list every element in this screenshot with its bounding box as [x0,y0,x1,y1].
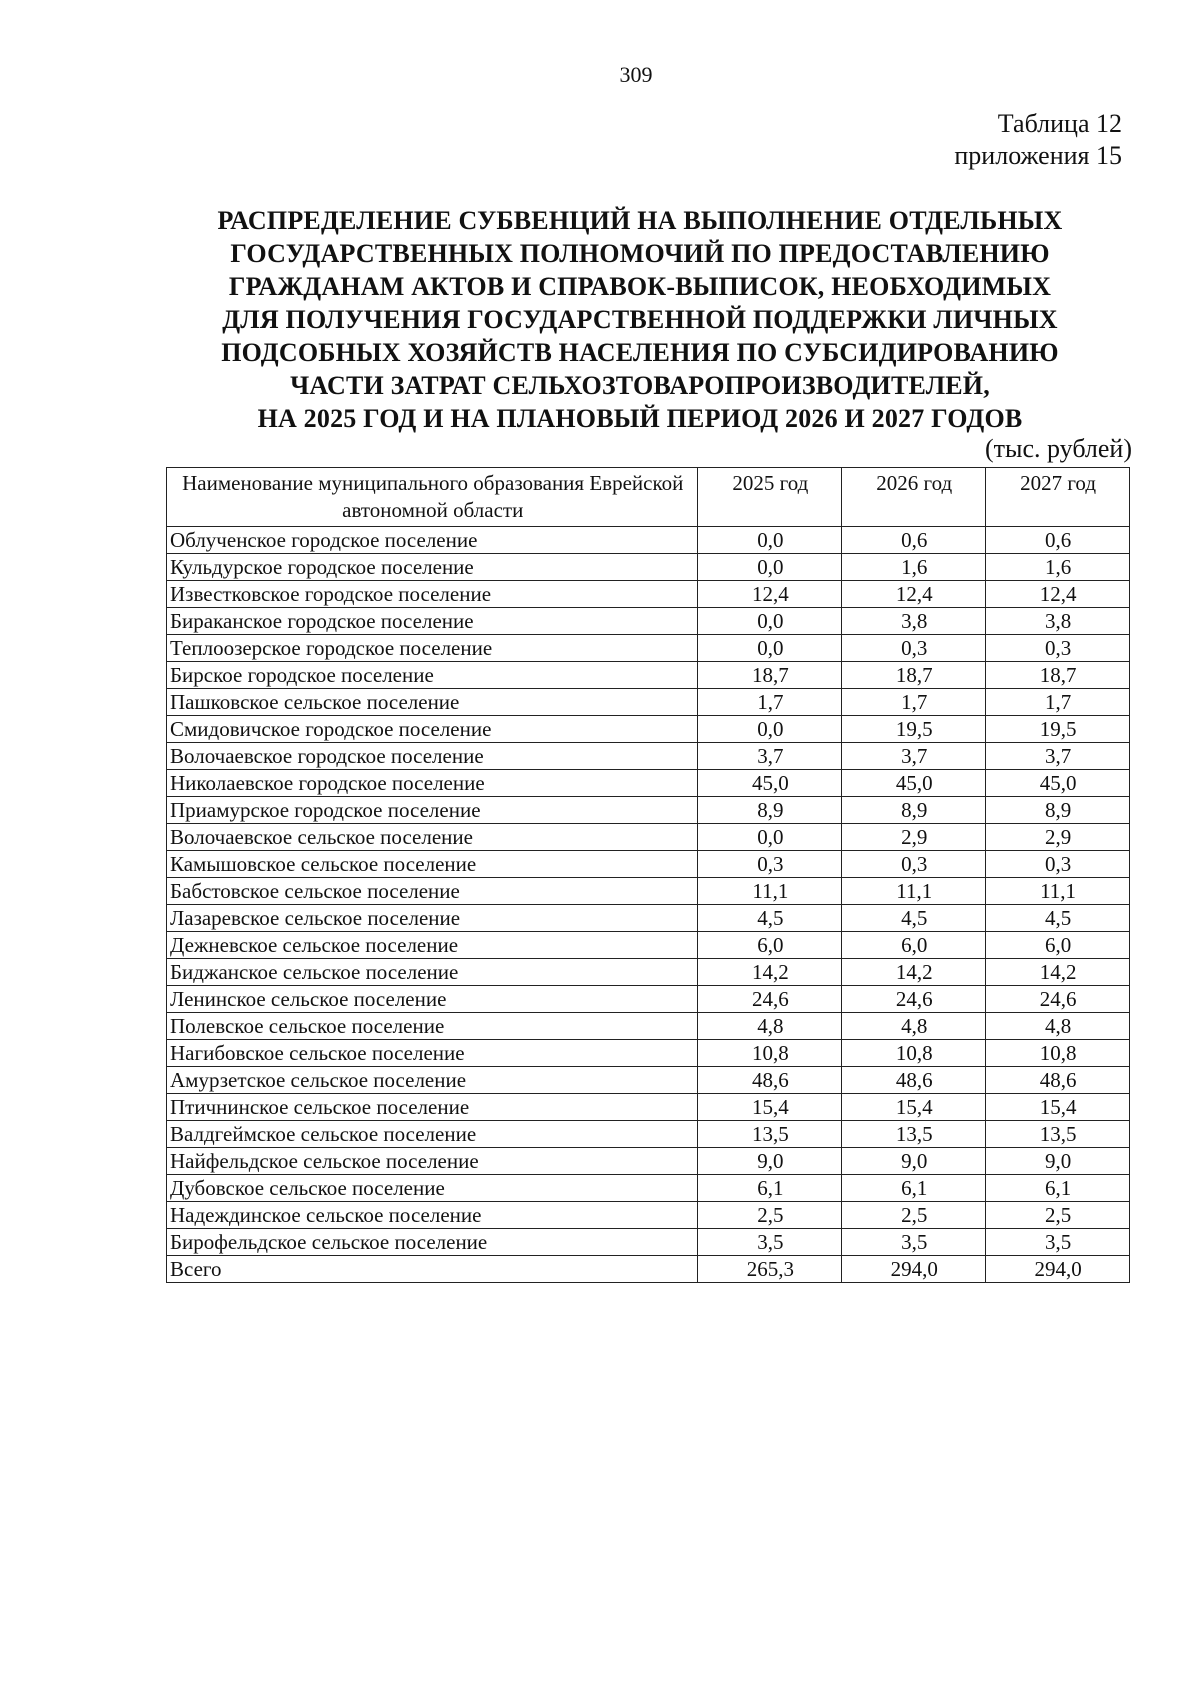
cell-value-2025: 11,1 [698,878,842,905]
cell-municipality: Дежневское сельское поселение [167,932,698,959]
table-row [167,1013,1130,1040]
cell-value-2026: 2,9 [842,824,986,851]
cell-municipality: Камышовское сельское поселение [167,851,698,878]
cell-value-2027: 294,0 [986,1256,1130,1283]
cell-value-2026: 8,9 [842,797,986,824]
cell-municipality: Надеждинское сельское поселение [167,1202,698,1229]
cell-value-2025: 0,0 [698,608,842,635]
cell-value-2026: 6,0 [842,932,986,959]
cell-value-2026: 4,8 [842,1013,986,1040]
table-row [167,878,1130,905]
cell-value-2027: 1,7 [986,689,1130,716]
column-header-2026: 2026 год [842,468,986,527]
cell-value-2025: 1,7 [698,689,842,716]
cell-value-2025: 10,8 [698,1040,842,1067]
cell-value-2026: 11,1 [842,878,986,905]
table-header-row [167,468,1130,527]
cell-municipality: Лазаревское сельское поселение [167,905,698,932]
table-row [167,851,1130,878]
cell-value-2025: 18,7 [698,662,842,689]
cell-value-2025: 0,3 [698,851,842,878]
cell-value-2027: 11,1 [986,878,1130,905]
cell-value-2026: 13,5 [842,1121,986,1148]
cell-value-2027: 13,5 [986,1121,1130,1148]
title-line: ГОСУДАРСТВЕННЫХ ПОЛНОМОЧИЙ ПО ПРЕДОСТАВЛЕНИЮ [230,239,1050,268]
cell-value-2026: 48,6 [842,1067,986,1094]
table-row [167,1229,1130,1256]
subventions-table [166,467,1130,1283]
cell-value-2025: 9,0 [698,1148,842,1175]
title-line: РАСПРЕДЕЛЕНИЕ СУБВЕНЦИЙ НА ВЫПОЛНЕНИЕ ОТДЕЛЬНЫХ [217,206,1063,235]
table-row [167,689,1130,716]
cell-value-2025: 2,5 [698,1202,842,1229]
cell-value-2027: 4,8 [986,1013,1130,1040]
cell-municipality: Известковское городское поселение [167,581,698,608]
cell-value-2025: 0,0 [698,554,842,581]
cell-value-2026: 1,7 [842,689,986,716]
cell-value-2027: 0,6 [986,527,1130,554]
cell-municipality: Полевское сельское поселение [167,1013,698,1040]
cell-value-2027: 0,3 [986,635,1130,662]
table-row [167,824,1130,851]
column-header-2025: 2025 год [698,468,842,527]
column-header-municipality: Наименование муниципального образования Еврейской автономной области [167,468,698,527]
cell-value-2025: 24,6 [698,986,842,1013]
cell-value-2027: 8,9 [986,797,1130,824]
table-row [167,1067,1130,1094]
table-row [167,986,1130,1013]
cell-value-2025: 14,2 [698,959,842,986]
cell-municipality: Пашковское сельское поселение [167,689,698,716]
cell-value-2027: 15,4 [986,1094,1130,1121]
table-row [167,716,1130,743]
cell-value-2027: 2,5 [986,1202,1130,1229]
table-row [167,527,1130,554]
cell-value-2026: 0,6 [842,527,986,554]
cell-value-2025: 3,5 [698,1229,842,1256]
title-line: ЧАСТИ ЗАТРАТ СЕЛЬХОЗТОВАРОПРОИЗВОДИТЕЛЕЙ, [290,371,990,400]
table-row [167,1094,1130,1121]
cell-value-2025: 4,8 [698,1013,842,1040]
cell-value-2027: 9,0 [986,1148,1130,1175]
cell-value-2027: 4,5 [986,905,1130,932]
table-reference [954,108,1122,172]
cell-value-2026: 294,0 [842,1256,986,1283]
cell-value-2027: 3,8 [986,608,1130,635]
cell-value-2025: 6,0 [698,932,842,959]
table-row [167,932,1130,959]
cell-value-2027: 1,6 [986,554,1130,581]
cell-value-2025: 12,4 [698,581,842,608]
cell-municipality: Кульдурское городское поселение [167,554,698,581]
cell-value-2025: 4,5 [698,905,842,932]
table-row [167,1175,1130,1202]
table-row [167,635,1130,662]
cell-value-2027: 10,8 [986,1040,1130,1067]
cell-value-2027: 24,6 [986,986,1130,1013]
cell-value-2025: 0,0 [698,527,842,554]
cell-value-2027: 2,9 [986,824,1130,851]
cell-municipality: Смидовичское городское поселение [167,716,698,743]
table-ref-line: Таблица 12 [997,109,1122,138]
cell-value-2026: 9,0 [842,1148,986,1175]
units-label: (тыс. рублей) [984,434,1132,463]
cell-value-2026: 3,5 [842,1229,986,1256]
cell-value-2025: 48,6 [698,1067,842,1094]
cell-municipality: Валдгеймское сельское поселение [167,1121,698,1148]
cell-value-2026: 2,5 [842,1202,986,1229]
table-row [167,905,1130,932]
cell-municipality: Амурзетское сельское поселение [167,1067,698,1094]
cell-value-2025: 8,9 [698,797,842,824]
cell-value-2027: 0,3 [986,851,1130,878]
cell-value-2026: 15,4 [842,1094,986,1121]
cell-value-2027: 19,5 [986,716,1130,743]
cell-municipality: Дубовское сельское поселение [167,1175,698,1202]
cell-municipality: Теплоозерское городское поселение [167,635,698,662]
cell-value-2026: 3,7 [842,743,986,770]
table-row [167,581,1130,608]
cell-value-2025: 3,7 [698,743,842,770]
cell-value-2025: 0,0 [698,635,842,662]
cell-municipality: Всего [167,1256,698,1283]
cell-municipality: Волочаевское городское поселение [167,743,698,770]
title-line: ПОДСОБНЫХ ХОЗЯЙСТВ НАСЕЛЕНИЯ ПО СУБСИДИРОВАНИЮ [221,338,1059,367]
cell-value-2026: 18,7 [842,662,986,689]
table-row [167,1040,1130,1067]
table-row [167,662,1130,689]
table-row [167,1121,1130,1148]
cell-municipality: Николаевское городское поселение [167,770,698,797]
title-line: НА 2025 ГОД И НА ПЛАНОВЫЙ ПЕРИОД 2026 И 2027 ГОДОВ [257,404,1023,433]
cell-municipality: Бирское городское поселение [167,662,698,689]
cell-municipality: Ленинское сельское поселение [167,986,698,1013]
cell-value-2027: 12,4 [986,581,1130,608]
cell-municipality: Приамурское городское поселение [167,797,698,824]
cell-value-2025: 6,1 [698,1175,842,1202]
cell-value-2026: 14,2 [842,959,986,986]
cell-value-2025: 0,0 [698,824,842,851]
table-row [167,797,1130,824]
table-ref-line: приложения 15 [954,141,1122,170]
cell-value-2027: 45,0 [986,770,1130,797]
cell-municipality: Бабстовское сельское поселение [167,878,698,905]
title-line: ДЛЯ ПОЛУЧЕНИЯ ГОСУДАРСТВЕННОЙ ПОДДЕРЖКИ ЛИЧНЫХ [222,305,1058,334]
cell-value-2026: 1,6 [842,554,986,581]
table-row [167,743,1130,770]
cell-value-2025: 265,3 [698,1256,842,1283]
table-row [167,770,1130,797]
cell-value-2026: 45,0 [842,770,986,797]
cell-municipality: Облученское городское поселение [167,527,698,554]
table-row [167,554,1130,581]
cell-value-2026: 0,3 [842,851,986,878]
cell-municipality: Бирофельдское сельское поселение [167,1229,698,1256]
cell-value-2027: 18,7 [986,662,1130,689]
title-line: ГРАЖДАНАМ АКТОВ И СПРАВОК-ВЫПИСОК, НЕОБХОДИМЫХ [228,272,1052,301]
cell-value-2025: 0,0 [698,716,842,743]
cell-municipality: Нагибовское сельское поселение [167,1040,698,1067]
page-number: 309 [619,62,653,87]
cell-value-2026: 4,5 [842,905,986,932]
cell-value-2027: 6,1 [986,1175,1130,1202]
cell-value-2025: 13,5 [698,1121,842,1148]
cell-value-2025: 45,0 [698,770,842,797]
cell-municipality: Бираканское городское поселение [167,608,698,635]
cell-municipality: Найфельдское сельское поселение [167,1148,698,1175]
cell-value-2026: 6,1 [842,1175,986,1202]
table-row [167,959,1130,986]
table-row [167,1148,1130,1175]
cell-value-2026: 24,6 [842,986,986,1013]
cell-municipality: Волочаевское сельское поселение [167,824,698,851]
cell-value-2027: 14,2 [986,959,1130,986]
cell-value-2026: 3,8 [842,608,986,635]
cell-value-2025: 15,4 [698,1094,842,1121]
cell-value-2026: 10,8 [842,1040,986,1067]
cell-municipality: Птичнинское сельское поселение [167,1094,698,1121]
cell-value-2027: 6,0 [986,932,1130,959]
document-title [160,204,1120,435]
table-body [167,527,1130,1283]
cell-value-2026: 19,5 [842,716,986,743]
cell-value-2026: 0,3 [842,635,986,662]
table-total-row [167,1256,1130,1283]
table-row [167,608,1130,635]
cell-value-2027: 48,6 [986,1067,1130,1094]
cell-value-2026: 12,4 [842,581,986,608]
table-row [167,1202,1130,1229]
cell-value-2027: 3,5 [986,1229,1130,1256]
cell-municipality: Биджанское сельское поселение [167,959,698,986]
column-header-2027: 2027 год [986,468,1130,527]
cell-value-2027: 3,7 [986,743,1130,770]
